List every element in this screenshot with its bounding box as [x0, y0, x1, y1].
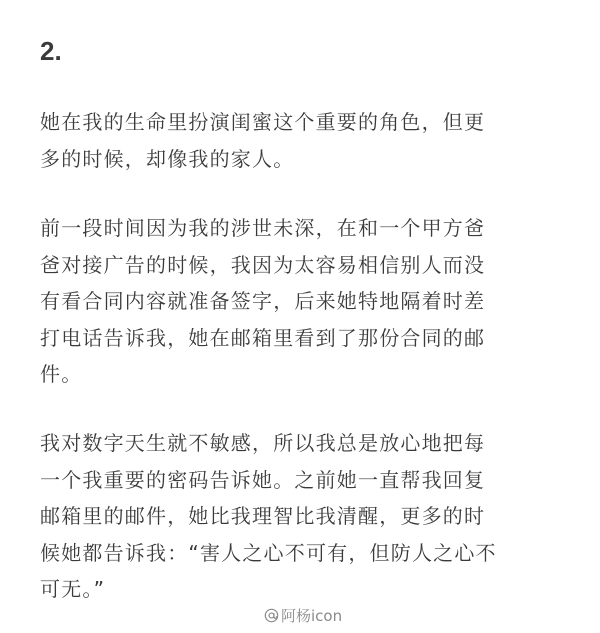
- watermark-handle: 阿杨icon: [281, 607, 343, 625]
- paragraph-line: 多的时候，却像我的家人。: [40, 146, 295, 171]
- paragraph-1: [40, 104, 570, 177]
- paragraph-line: 邮箱里的邮件，她比我理智比我清醒，更多的时: [40, 504, 486, 528]
- paragraph-line: 一个我重要的密码告诉她。之前她一直帮我回复: [40, 467, 486, 492]
- paragraph-line: 爸对接广告的时候，我因为太容易相信别人而没: [40, 252, 486, 277]
- paragraph-line: 我对数字天生就不敏感，所以我总是放心地把每: [40, 431, 486, 455]
- section-heading: 2.: [40, 36, 62, 66]
- paragraph-line: 前一段时间因为我的涉世未深，在和一个甲方爸: [40, 216, 486, 240]
- paragraph-line: 候她都告诉我：“害人之心不可有，但防人之心不: [40, 540, 497, 565]
- paragraph-line: 可无。”: [40, 577, 106, 601]
- paragraph-line: 有看合同内容就准备签字，后来她特地隔着时差: [40, 289, 486, 313]
- paragraph-line: 打电话告诉我，她在邮箱里看到了那份合同的邮: [40, 325, 486, 350]
- paragraph-line: 件。: [40, 362, 83, 386]
- paragraph-2: [40, 210, 570, 393]
- paragraph-3: [40, 425, 570, 608]
- paragraph-line: 她在我的生命里扮演闺蜜这个重要的角色，但更: [40, 110, 486, 134]
- at-sign-icon: [264, 608, 279, 623]
- weibo-watermark: [264, 605, 342, 626]
